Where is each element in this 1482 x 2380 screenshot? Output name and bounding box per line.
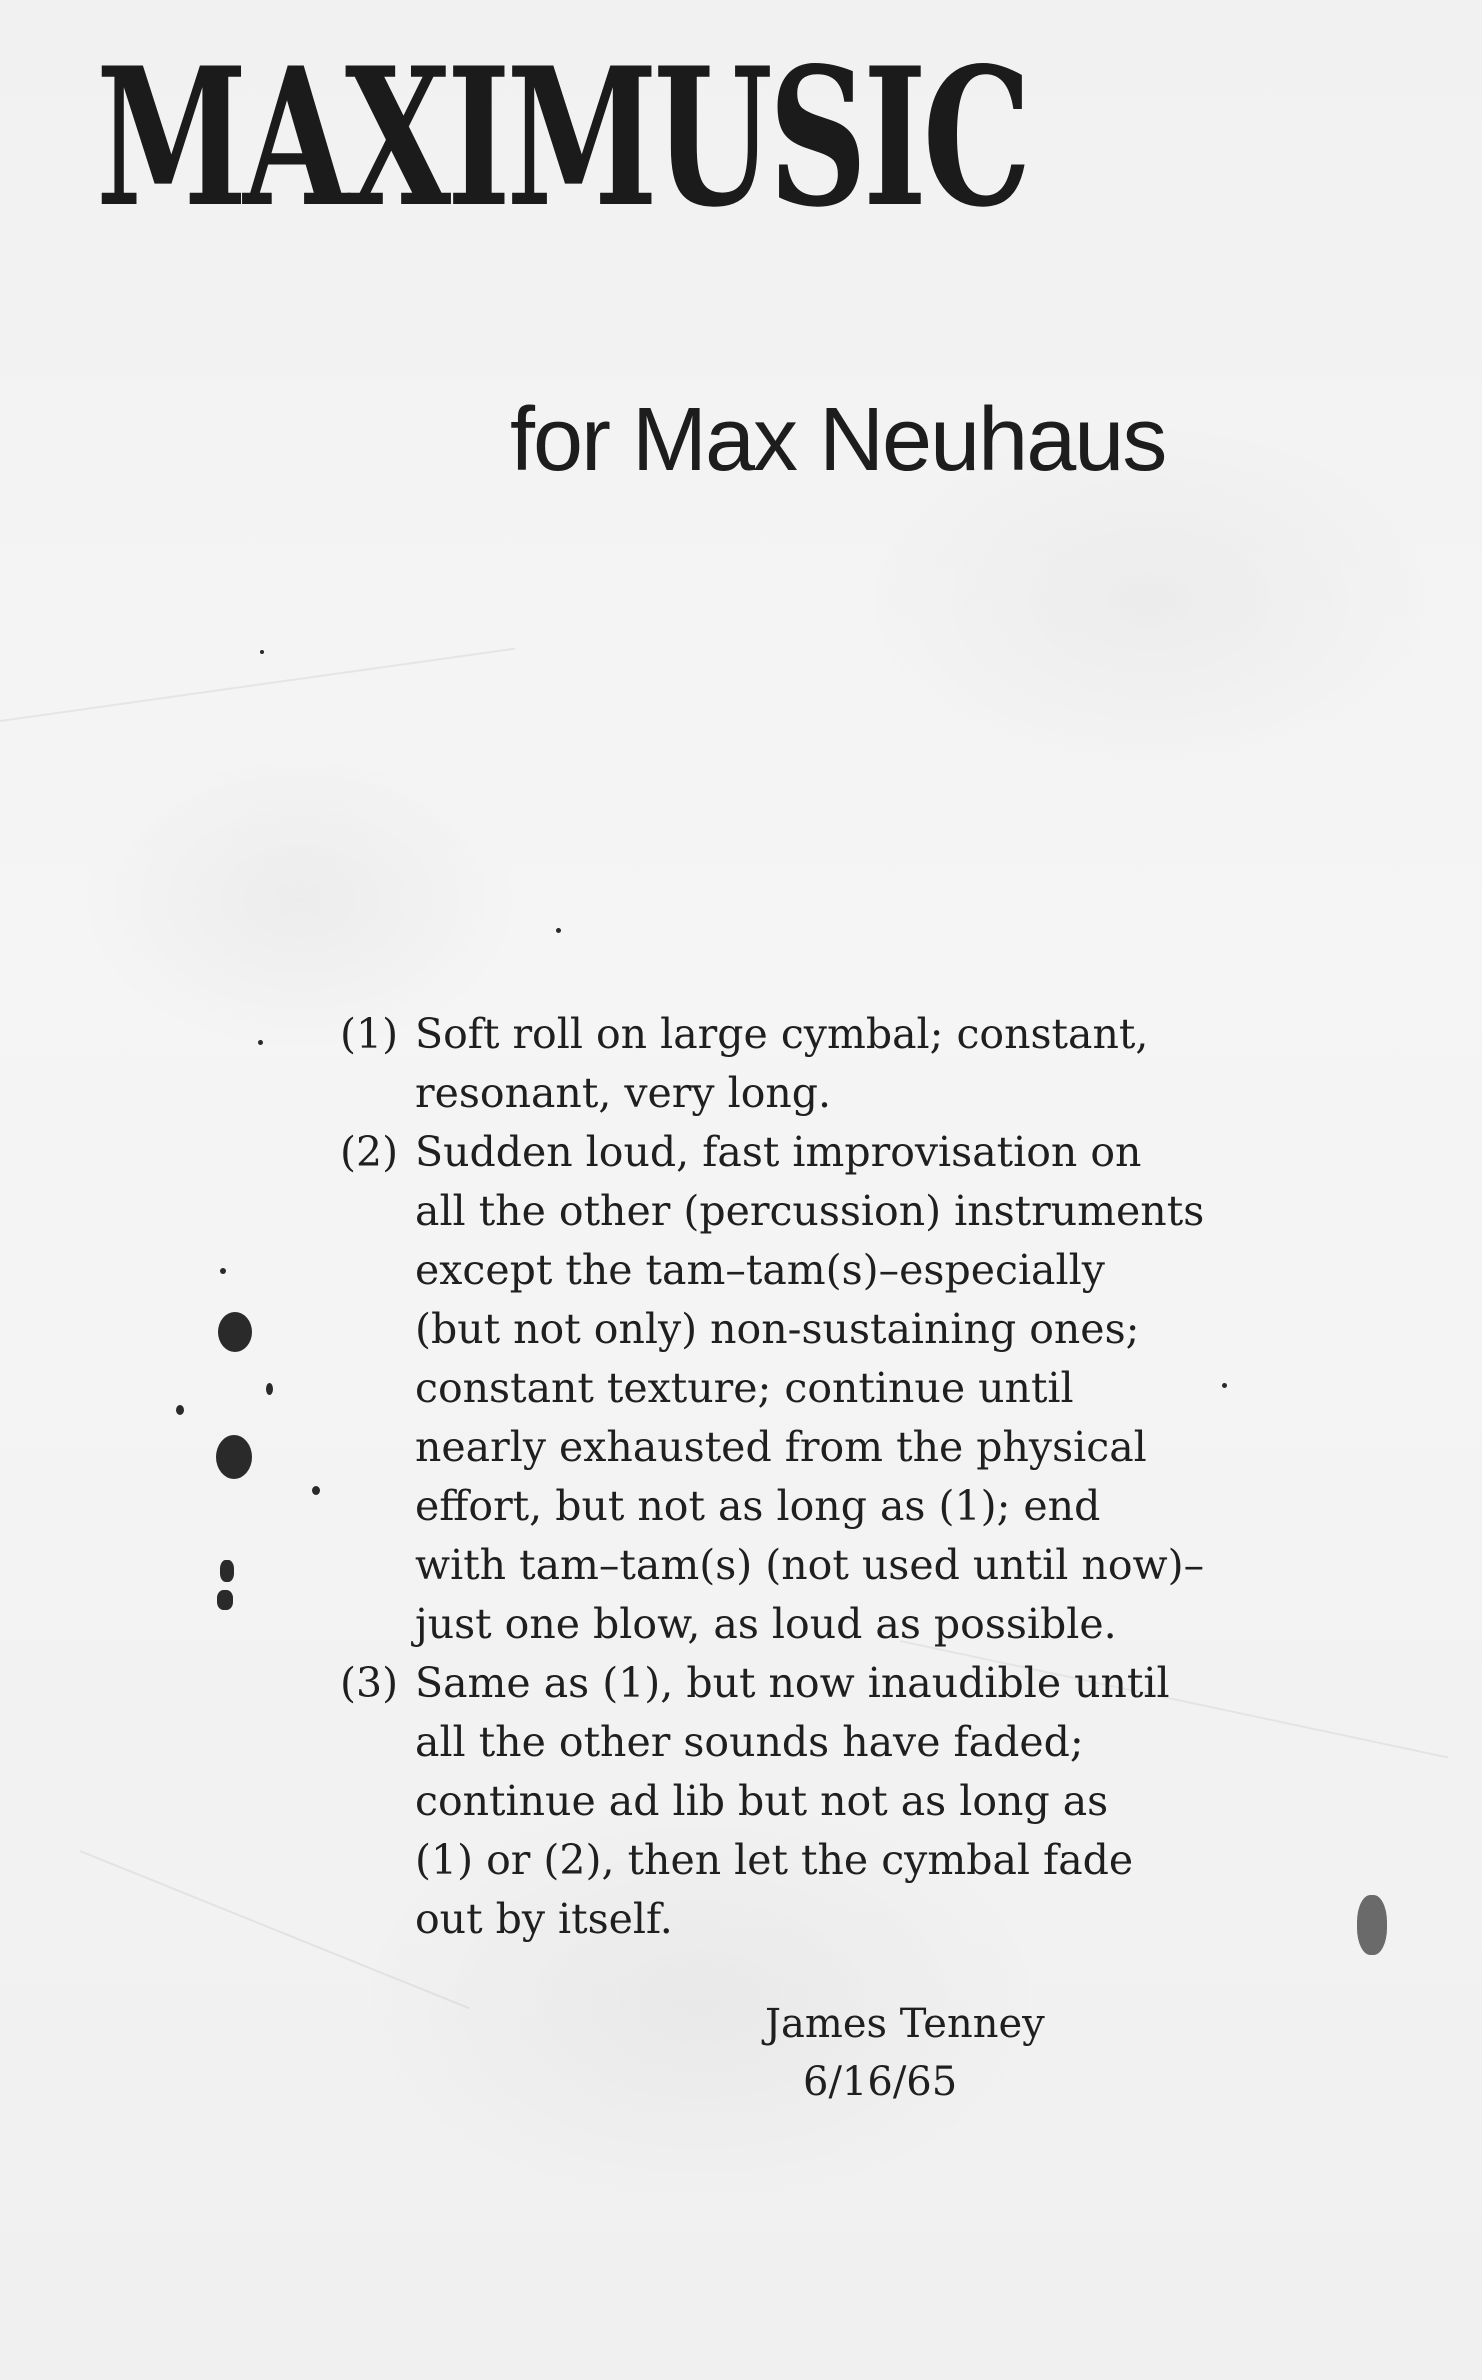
ink-blot xyxy=(556,928,561,933)
ink-blot xyxy=(220,1268,226,1274)
instruction-line: all the other (percussion) instruments xyxy=(415,1187,1205,1235)
instruction-line: continue ad lib but not as long as xyxy=(415,1777,1109,1825)
composer-signature xyxy=(765,1995,1045,2111)
performance-instructions xyxy=(340,1005,1220,1949)
instruction-line: (but not only) non-sustaining ones; xyxy=(415,1305,1140,1353)
ink-blot xyxy=(1357,1895,1387,1955)
ink-blot xyxy=(258,1040,263,1045)
instruction-line: effort, but not as long as (1); end xyxy=(415,1482,1101,1530)
instruction-line: (1) or (2), then let the cymbal fade xyxy=(415,1836,1134,1884)
ink-blot xyxy=(312,1486,320,1495)
instruction-item xyxy=(340,1123,1220,1654)
instruction-number: (2) xyxy=(340,1128,399,1176)
ink-blot xyxy=(1222,1383,1227,1388)
dedication: for Max Neuhaus xyxy=(510,390,1166,490)
ink-blot xyxy=(220,1560,234,1582)
instruction-line: out by itself. xyxy=(415,1895,673,1943)
paper-crease xyxy=(0,648,515,722)
composition-date: 6/16/65 xyxy=(803,2059,958,2105)
instruction-item xyxy=(340,1005,1220,1123)
instruction-line: constant texture; continue until xyxy=(415,1364,1074,1412)
instruction-line: nearly exhausted from the physical xyxy=(415,1423,1147,1471)
composer-name: James Tenney xyxy=(765,2001,1045,2047)
ink-blot xyxy=(218,1312,252,1352)
instruction-line: Soft roll on large cymbal; constant, xyxy=(415,1010,1149,1058)
ink-blot xyxy=(260,650,264,654)
instruction-line: Sudden loud, fast improvisation on xyxy=(415,1128,1142,1176)
instruction-line: except the tam–tam(s)–especially xyxy=(415,1246,1105,1294)
ink-blot xyxy=(217,1590,233,1610)
ink-blot xyxy=(216,1435,252,1479)
instruction-line: with tam–tam(s) (not used until now)– xyxy=(415,1541,1205,1589)
instruction-line: resonant, very long. xyxy=(415,1069,832,1117)
ink-blot xyxy=(176,1405,184,1415)
instruction-item xyxy=(340,1654,1220,1949)
instruction-number: (3) xyxy=(340,1659,399,1707)
instruction-number: (1) xyxy=(340,1010,399,1058)
instruction-line: Same as (1), but now inaudible until xyxy=(415,1659,1170,1707)
piece-title: MAXIMUSIC xyxy=(96,26,1028,249)
instruction-line: all the other sounds have faded; xyxy=(415,1718,1084,1766)
instruction-line: just one blow, as loud as possible. xyxy=(415,1600,1117,1648)
ink-blot xyxy=(266,1383,273,1395)
